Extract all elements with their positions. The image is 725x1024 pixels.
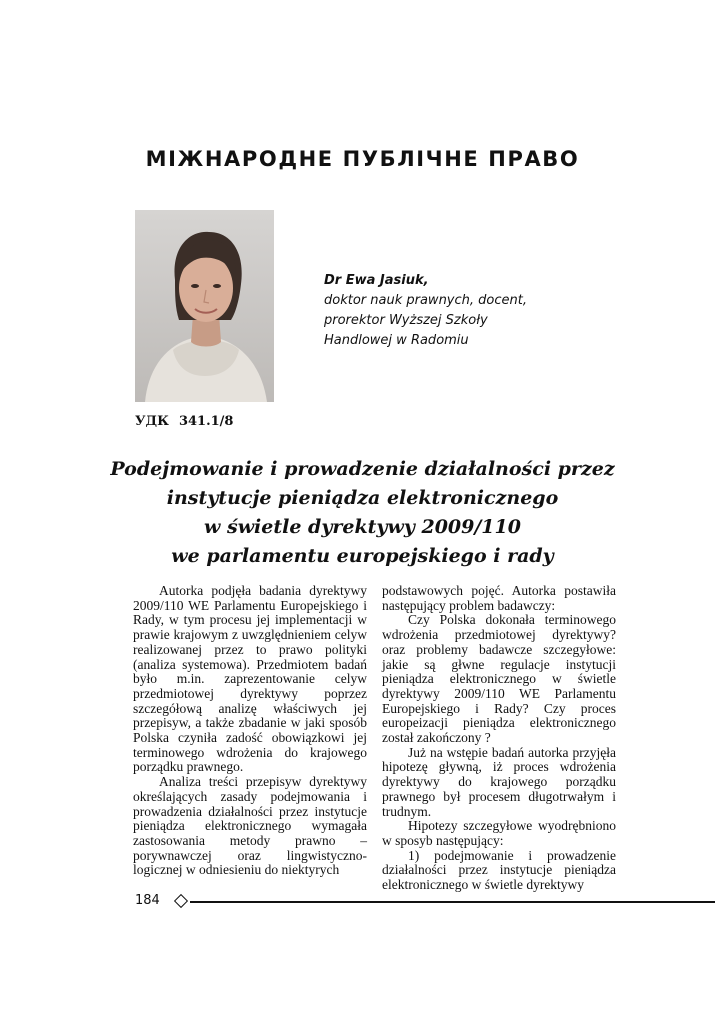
author-name: Dr Ewa Jasiuk, (324, 273, 429, 288)
section-title: МІЖНАРОДНЕ ПУБЛІЧНЕ ПРАВО (145, 147, 580, 171)
udk-label: УДК (135, 414, 169, 429)
udk-code (135, 414, 233, 429)
page-number: 184 (135, 893, 160, 908)
article-title-line: we parlamentu europejskiego i rady (171, 545, 554, 567)
author-institution: Handlowej w Radomiu (324, 333, 469, 348)
body-column-left (133, 584, 367, 878)
paragraph-continuation: podstawowych pojęć. Autorka postawiła następujący problem badawczy: (382, 583, 616, 613)
paragraph: Hipotezy szczegyłowe wyodrębniono w sposyb następujący: (382, 818, 616, 848)
article-title-line: instytucje pieniądza elektronicznego (166, 487, 559, 509)
paragraph: Analiza treści przepisyw dyrektywy określających zasady podejmowania i prowadzenia działalności przez instytucje pieniądza elektronicznego wymagała zastosowania metody prawno – porywnawczej oraz lingwistyczno-logicznej w odniesieniu do niektyrych (133, 774, 367, 878)
author-position: prorektor Wyższej Szkoły (324, 313, 488, 328)
article-title (110, 455, 615, 571)
footer-diamond-icon (174, 894, 188, 908)
paragraph: Już na wstępie badań autorka przyjęła hipotezę gływną, iż proces wdrożenia dyrektywy do krajowego porządku prawnego był procesem długotrwałym i trudnym. (382, 744, 616, 819)
author-photo (135, 210, 274, 402)
footer-rule (190, 901, 715, 903)
udk-value: 341.1/8 (178, 414, 234, 429)
author-info (324, 271, 584, 351)
paragraph: Czy Polska dokonała terminowego wdrożenia przedmiotowej dyrektywy? oraz problemy badawcze szczegyłowe: jakie są głwne regulacje instytucji pieniądza elektronicznego w świetle dyrektywy 2009/110 WE Parlamentu Europejskiego i Rady? Czy proces europeizacji pieniądza elektronicznego został zakończony ? (382, 612, 616, 746)
body-column-right (382, 584, 616, 893)
article-title-line: Podejmowanie i prowadzenie działalności przez (110, 458, 615, 480)
paragraph: Autorka podjęła badania dyrektywy 2009/110 WE Parlamentu Europejskiego i Rady, w tym procesu jej implementacji w prawie krajowym z uwzględnieniem celyw realizowanej przez to prawo polityki (analiza systemowa). Przedmiotem badań było m.in. zaprezentowanie celyw przedmiotowej dyrektywy poprzez szczegółową analizę właściwych jej przepisyw, a także zbadanie w jaki sposób Polska czyniła zadość obowiązkowi jej terminowego wdrożenia do krajowego porządku prawnego. (133, 583, 367, 775)
author-degree: doktor nauk prawnych, docent, (324, 293, 527, 308)
paragraph: 1) podejmowanie i prowadzenie działalności przez instytucje pieniądza elektronicznego w świetle dyrektywy (382, 847, 616, 893)
article-title-line: w świetle dyrektywy 2009/110 (204, 516, 521, 538)
